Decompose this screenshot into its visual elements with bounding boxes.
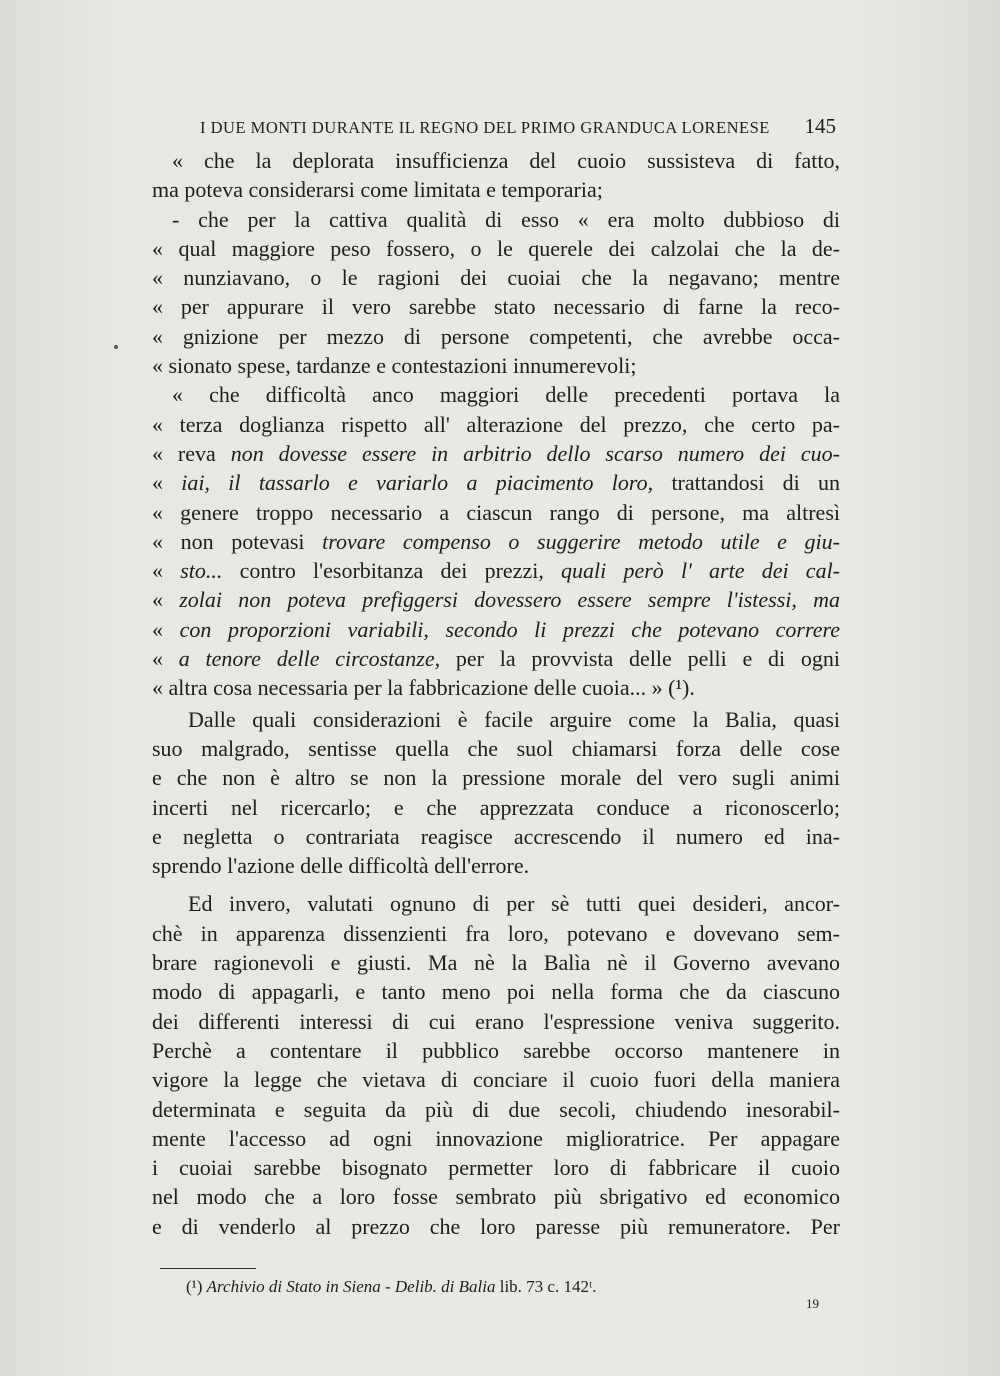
text-line: « qual maggiore peso fossero, o le querele dei calzolai che la de- — [152, 235, 840, 261]
text-line: « gnizione per mezzo di persone competenti, che avrebbe occa- — [152, 323, 840, 349]
body-text — [152, 146, 840, 1241]
text-run: « reva — [152, 440, 231, 466]
text-line: Perchè a contentare il pubblico sarebbe occorso mantenere in — [152, 1037, 840, 1063]
text-run: trattandosi di un — [653, 470, 840, 496]
text-line: « che la deplorata insufficienza del cuoio sussisteva di fatto, — [172, 148, 840, 173]
footnote-reference: lib. 73 c. 142ᵗ. — [495, 1277, 597, 1296]
text-line: determinata e seguita da più di due secoli, chiudendo inesorabil- — [152, 1096, 840, 1122]
text-run: « — [152, 587, 180, 613]
footnote — [186, 1277, 786, 1297]
text-line — [152, 439, 840, 468]
text-line: e negletta o contrariata reagisce accrescendo il numero ed ina- — [152, 823, 840, 849]
footnote-marker: (¹) — [186, 1277, 203, 1296]
italic-run: a tenore delle circostanze, — [178, 646, 441, 672]
text-line: « nunziavano, o le ragioni dei cuoiai che la negavano; mentre — [152, 265, 840, 291]
running-title: I DUE MONTI DURANTE IL REGNO DEL PRIMO GRANDUCA LORENESE — [200, 118, 770, 137]
text-line: « per appurare il vero sarebbe stato necessario di farne la reco- — [152, 294, 840, 320]
text-line: ma poteva considerarsi come limitata e temporaria; — [152, 177, 603, 203]
text-line: suo malgrado, sentisse quella che suol chiamarsi forza delle cose — [152, 735, 840, 761]
text-line: « che difficoltà anco maggiori delle precedenti portava la — [172, 382, 840, 408]
italic-run: iai, il tassarlo e variarlo a piacimento loro, — [181, 470, 654, 496]
text-line: « sionato spese, tardanze e contestazioni innumerevoli; — [152, 353, 637, 379]
text-line: Ed invero, valutati ognuno di per sè tutti quei desideri, ancor- — [188, 891, 840, 917]
text-line: incerti nel ricercarlo; e che apprezzata conduce a riconoscerlo; — [152, 794, 840, 820]
text-line: i cuoiai sarebbe bisognato permetter loro di fabbricare il cuoio — [152, 1155, 840, 1181]
text-run: « non potevasi — [152, 528, 323, 554]
text-line: e che non è altro se non la pressione morale del vero sugli animi — [152, 765, 840, 791]
text-run: « — [152, 558, 181, 584]
italic-run: con proporzioni variabili, secondo li prezzi che potevano correre — [179, 616, 840, 642]
text-line — [152, 527, 840, 556]
text-line — [152, 615, 840, 644]
italic-run: sto... — [180, 558, 223, 584]
text-line: « terza doglianza rispetto all' alterazione del prezzo, che certo pa- — [152, 411, 840, 437]
text-line — [152, 585, 840, 614]
text-run: « — [152, 470, 182, 496]
text-line: Dalle quali considerazioni è facile arguire come la Balia, quasi — [188, 706, 840, 732]
ink-speck — [114, 345, 118, 349]
italic-run: zolai non poteva prefiggersi dovessero essere sempre l'istessi, ma — [179, 587, 840, 613]
text-line — [152, 556, 840, 585]
signature-mark: 19 — [806, 1296, 819, 1311]
text-line: chè in apparenza dissenzienti fra loro, potevano e dovevano sem- — [152, 920, 840, 946]
text-line — [152, 644, 840, 673]
italic-run: quali però l' arte dei cal- — [561, 558, 840, 584]
italic-run: trovare compenso o suggerire metodo utile e giu- — [322, 528, 840, 554]
text-line: « genere troppo necessario a ciascun rango di persone, ma altresì — [152, 499, 840, 525]
running-header — [200, 116, 840, 140]
text-line: vigore la legge che vietava di conciare il cuoio fuori della maniera — [152, 1067, 840, 1093]
text-line: sprendo l'azione delle difficoltà dell'errore. — [152, 853, 530, 879]
text-line: brare ragionevoli e giusti. Ma nè la Balìa nè il Governo avevano — [152, 950, 840, 976]
page-number: 145 — [804, 114, 836, 138]
text-line: nel modo che a loro fosse sembrato più sbrigativo ed economico — [152, 1184, 840, 1210]
text-line: modo di appagarli, e tanto meno poi nella forma che da ciascuno — [152, 979, 840, 1005]
text-run: « — [152, 616, 180, 642]
text-line: mente l'accesso ad ogni innovazione miglioratrice. Per appagare — [152, 1125, 840, 1151]
text-run: contro l'esorbitanza dei prezzi, — [222, 558, 562, 584]
text-line: « altra cosa necessaria per la fabbricazione delle cuoia... » (¹). — [152, 675, 695, 701]
text-line — [152, 468, 840, 497]
text-line: - che per la cattiva qualità di esso « era molto dubbioso di — [172, 206, 840, 232]
text-run: « — [152, 646, 179, 672]
footnote-rule — [160, 1268, 256, 1269]
text-run: per la provvista delle pelli e di ogni — [440, 646, 840, 672]
italic-run: non dovesse essere in arbitrio dello scarso numero dei cuo- — [230, 440, 840, 466]
text-line: dei differenti interessi di cui erano l'espressione veniva suggerito. — [152, 1008, 840, 1034]
text-line: e di venderlo al prezzo che loro paresse più remuneratore. Per — [152, 1213, 840, 1239]
footnote-source: Archivio di Stato in Siena - Delib. di Balia — [206, 1277, 496, 1296]
